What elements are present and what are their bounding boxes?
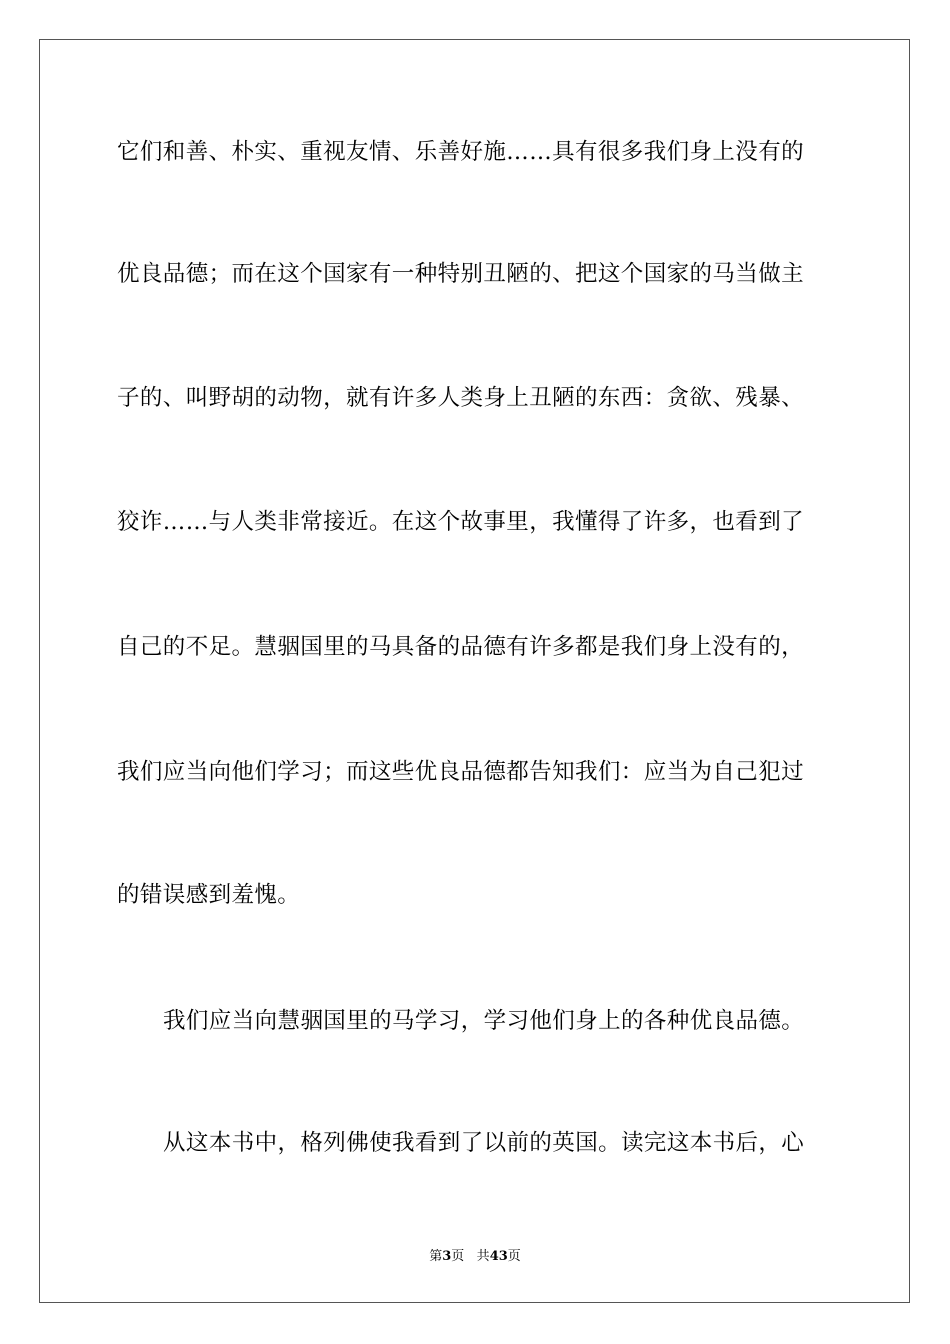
body-text-line: 子的、叫野胡的动物，就有许多人类身上丑陋的东西：贪欲、残暴、 <box>117 385 805 411</box>
current-page-number: 3 <box>442 1249 452 1264</box>
paragraph-first-line: 我们应当向慧骃国里的马学习，学习他们身上的各种优良品德。 <box>163 1008 805 1034</box>
page-label-suffix: 页 <box>451 1249 465 1264</box>
page-label-prefix: 第 <box>429 1249 443 1264</box>
total-label-suffix: 页 <box>507 1249 521 1264</box>
total-label-prefix: 共 <box>476 1249 490 1264</box>
body-text-line: 优良品德；而在这个国家有一种特别丑陋的、把这个国家的马当做主 <box>117 261 805 287</box>
body-text-line: 的错误感到羞愧。 <box>117 882 301 908</box>
paragraph-first-line: 从这本书中，格列佛使我看到了以前的英国。读完这本书后，心 <box>163 1130 805 1156</box>
page-footer <box>0 1248 950 1266</box>
body-text-line: 我们应当向他们学习；而这些优良品德都告知我们：应当为自己犯过 <box>117 759 805 785</box>
total-page-count: 43 <box>489 1249 508 1264</box>
body-text-line: 自己的不足。慧骃国里的马具备的品德有许多都是我们身上没有的， <box>117 634 805 660</box>
body-text-line: 它们和善、朴实、重视友情、乐善好施……具有很多我们身上没有的 <box>117 139 805 165</box>
body-text-line: 狡诈……与人类非常接近。在这个故事里，我懂得了许多，也看到了 <box>117 509 805 535</box>
page-border <box>39 39 910 1303</box>
